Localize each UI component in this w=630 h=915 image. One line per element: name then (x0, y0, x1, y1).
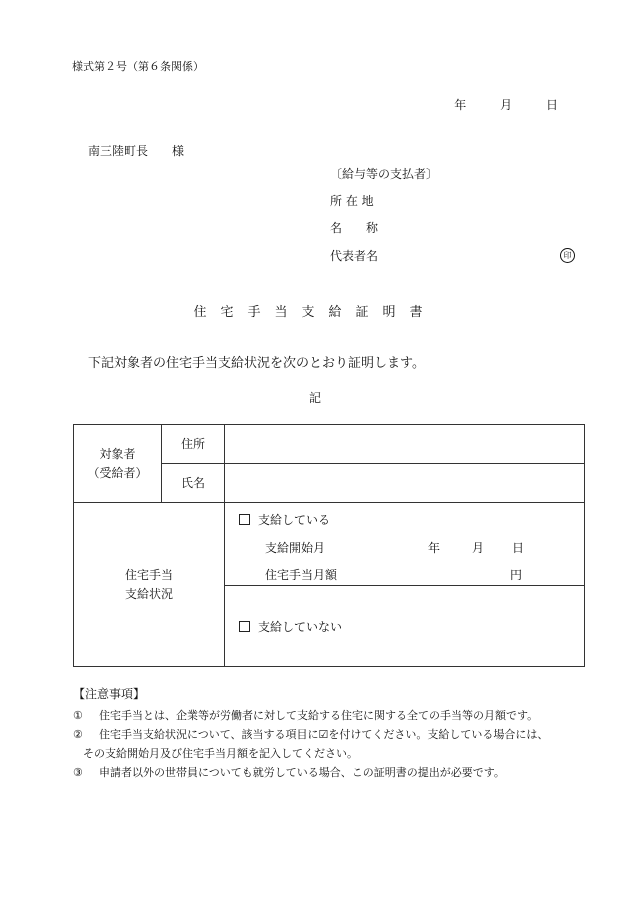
address-label: 住所 (180, 436, 205, 451)
date-day: 日 (545, 98, 558, 112)
payer-heading: 〔給与等の支払者〕 (330, 167, 439, 181)
address-field[interactable] (225, 425, 585, 464)
note-text: 住宅手当とは、企業等が労働者に対して支給する住宅に関する全ての手当等の月額です。 (99, 709, 539, 722)
payer-address-label: 所 在 地 (330, 194, 374, 208)
option-unpaid-row[interactable] (239, 618, 342, 635)
certificate-table (73, 424, 585, 667)
note-number: ③ (73, 766, 83, 779)
status-unpaid-cell (225, 586, 585, 667)
name-field[interactable] (225, 464, 585, 503)
status-paid-cell (225, 503, 585, 586)
ki-mark: 記 (308, 391, 321, 405)
subject-label-cell (74, 425, 162, 503)
status-label-line2: 支給状況 (124, 586, 173, 601)
subject-label-line1: 対象者 (99, 446, 136, 461)
status-label-cell (74, 503, 225, 667)
intro-text: 下記対象者の住宅手当支給状況を次のとおり証明します。 (88, 356, 425, 371)
note-item (73, 726, 548, 742)
note-item (73, 764, 505, 780)
status-label-line1: 住宅手当 (124, 567, 173, 582)
paid-checkbox[interactable] (239, 514, 250, 525)
unpaid-checkbox[interactable] (239, 621, 250, 632)
date-year: 年 (454, 98, 467, 112)
note-text: 住宅手当支給状況について、該当する項目に☑を付けてください。支給している場合には、 (99, 728, 549, 741)
start-month-unit: 月 (472, 541, 485, 555)
subject-label-line2: （受給者） (87, 465, 148, 480)
date-line (454, 96, 558, 113)
seal-mark: 印 (560, 248, 575, 263)
note-number: ① (73, 709, 83, 722)
option-paid-label: 支給している (258, 513, 331, 527)
name-label: 氏名 (180, 475, 205, 490)
name-label-cell (162, 464, 225, 503)
yen-unit: 円 (510, 568, 523, 582)
address-label-cell (162, 425, 225, 464)
note-item-continuation (83, 745, 358, 761)
note-item (73, 707, 538, 723)
form-number: 様式第２号（第６条関係） (72, 60, 204, 73)
start-day-unit: 日 (512, 541, 525, 555)
note-text: 申請者以外の世帯員についても就労している場合、この証明書の提出が必要です。 (99, 766, 505, 779)
start-year-unit: 年 (428, 541, 441, 555)
option-paid-row[interactable] (239, 511, 330, 528)
date-month: 月 (500, 98, 513, 112)
start-month-label: 支給開始月 (265, 541, 326, 555)
notes-title: 【注意事項】 (73, 687, 146, 701)
payer-name-label: 名 称 (330, 221, 379, 235)
note-text: その支給開始月及び住宅手当月額を記入してください。 (83, 747, 358, 760)
document-title: 住宅手当支給証明書 (193, 305, 437, 320)
monthly-amount-label: 住宅手当月額 (265, 568, 338, 582)
note-number: ② (73, 728, 83, 741)
payer-representative-label: 代表者名 (330, 249, 379, 263)
addressee: 南三陸町長 様 (88, 144, 185, 158)
option-unpaid-label: 支給していない (258, 620, 343, 634)
